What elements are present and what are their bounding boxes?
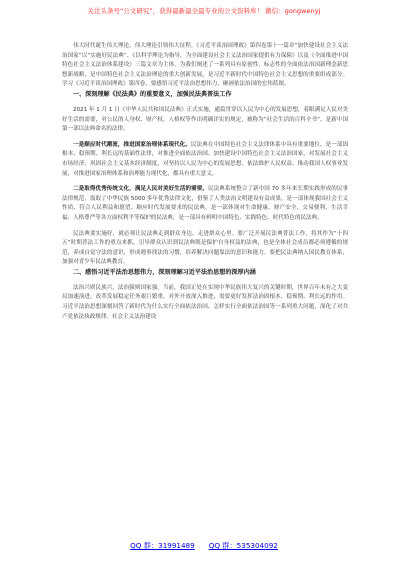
section-heading-1: 一、深刻理解《民法典》的重要意义，加强民法典普法工作 (73, 90, 232, 98)
paragraph-2 (62, 141, 348, 179)
qq-group-link-2[interactable]: QQ 群：535304092 (208, 541, 278, 550)
section-heading-2: 二、感悟习近平法治思想伟力，深刻理解习近平法治思想的深厚内涵 (73, 268, 256, 276)
paragraph-3 (62, 185, 348, 223)
paragraph-3-body: 民法典系统整合了新中国 70 多年来长期实践形成的民事法律规范，汲取了中华民族 5000 多年优秀法律文化，借鉴了人类法治文明建设有益成果，是一部体现我国社会主义性质、符合人民利益和愿望、顺应时代发展要求的民法典，是一部体现对生命健康、财产安全、交易便利、生活幸福、人格尊严等各方面权利平等保护的民法典，是一部具有鲜明中国特色、实践特色、时代特色的民法典。 (62, 186, 348, 221)
paragraph-2-lead: 一是顺应时代潮流，推进国家治理体系现代化。 (73, 141, 191, 148)
intro-paragraph: 伟大时代诞生伟大理论，伟大理论引领伟大征程。《习近平谈治国理政》第四卷第十一篇章“加快建设社会主义法治国家”以“实施好民法典”、《以科学理论为指导，为全面建设社会主义法治国家提供有力保障》以及《全面推进中国特色社会主义法治体系建设》三篇文章为主体，为我们阐述了一系列具有原创性、标志性的全面依法治国新理念新思想新战略，是中国特色社会主义法治理论的重大创新发展，是习近平新时代中国特色社会主义思想的重要组成部分。学习《习近平谈治国理政》第四卷，要感悟习近平法治思想伟力，砸画依法治国的宏伟蓝图。 (62, 43, 348, 88)
qq-group-link-1[interactable]: QQ 群：31991489 (130, 541, 195, 550)
paragraph-3-lead: 二是取得优秀传统文化，满足人民对美好生活的需要。 (73, 186, 208, 193)
footer-contact (0, 541, 408, 551)
paragraph-5: 法治兴则民族兴，法治强则国家强。当前，我国正处在实现中华民族伟大复兴的关键时期，世界百年未有之大变局加速演进，改革发展稳定任务艰巨繁重，对外开放深入推进，需要更好发挥法治固根本、稳预期、利长远的作用。习近平法治思想深刻回答了新时代为什么实行全面依法治国、怎样实行全面依法治国等一系列重大问题，深化了对共产党依法执政规律、社会主义法治建设 (62, 284, 348, 320)
promo-banner: 关注头条号“公文研究”，获得最新最全最专业的公文资料库！ 微信：gongwenyj (87, 7, 321, 15)
paragraph-4: 民法典要实施好，就必须让民法典走到群众身边、走进群众心里。要广泛开展民法典普法工作，将其作为“十四五”时期普法工作的重点来抓，引导群众认识到民法典既是保护自身权益的法典，也是全体社会成员都必须遵循的规范，养成自觉守法的意识，形成遇事找法的习惯，培养解决问题靠法的意识和能力。要把民法典纳入国民教育体系，加强对青少年民法典教育。 (62, 230, 348, 266)
article-body (62, 42, 348, 322)
paragraph-2-body: 民法典在中国特色社会主义法律体系中具有重要地位，是一部固根本、稳预期、利长远的基础性法律，对推进全面依法治国、加快建设中国特色社会主义法治国家，对发展社会主义市场经济、巩固社会主义基本经济制度，对坚持以人民为中心的发展思想、依法维护人民权益、推动我国人权事业发展，对推进国家治理体系和治理能力现代化，都具有重大意义。 (62, 141, 349, 177)
paragraph-1: 2021 年 1 月 1 日《中华人民共和国民法典》正式实施，通篇贯穿以人民为中心的发展思想，着眼满足人民对美好生活的需要，对公民的人身权、财产权、人格权等作出明确详实的规定，被称为“社会生活的百科全书”，是新中国第一部以法典命名的法律。 (62, 106, 348, 133)
